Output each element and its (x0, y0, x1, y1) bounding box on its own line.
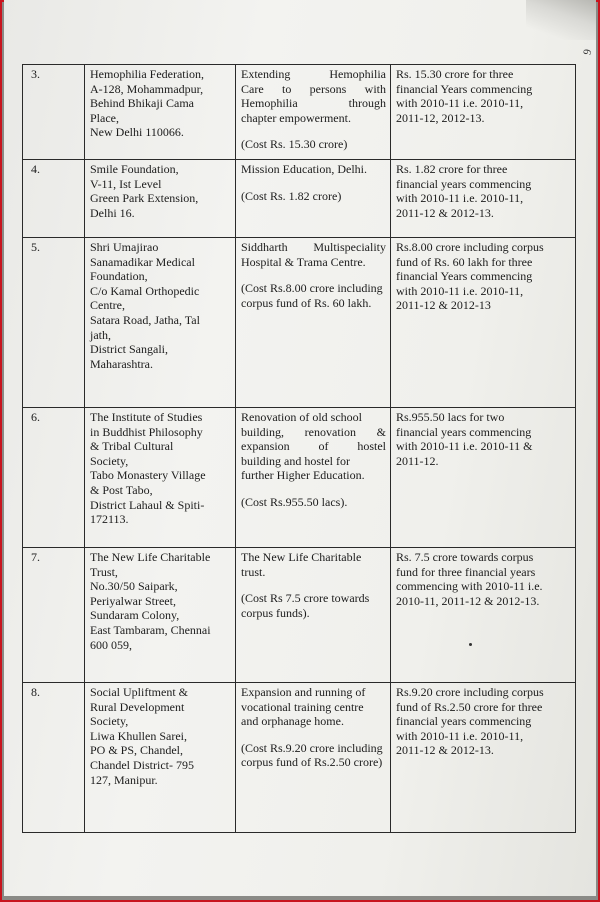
project-cell (236, 683, 391, 833)
project-line: building and hostel for (241, 453, 350, 468)
grant-line: with 2010-11 i.e. 2010-11, (396, 283, 524, 298)
organisation-line: Society, (90, 714, 129, 729)
organisation-line: Society, (90, 453, 129, 468)
table-row (23, 683, 576, 833)
grant-cell (391, 408, 576, 548)
table-row (23, 160, 576, 238)
project-line: and orphanage home. (241, 714, 344, 729)
organisation-line: Rural Development (90, 699, 185, 714)
grant-cell (391, 548, 576, 683)
page-number: 9 (580, 48, 594, 56)
organisation-line: No.30/50 Saipark, (90, 579, 178, 594)
serial-number: 5. (23, 238, 85, 408)
organisation-line: Satara Road, Jatha, Tal (90, 312, 200, 327)
grant-line: 2011-12 & 2012-13. (396, 743, 494, 758)
project-cell (236, 238, 391, 408)
organisation-cell (85, 238, 236, 408)
project-line: The New Life Charitable (241, 550, 362, 564)
table-row (23, 548, 576, 683)
grant-line: fund of Rs. 60 lakh for three (396, 254, 533, 269)
table-row (23, 408, 576, 548)
grant-line: Rs.955.50 lacs for two (396, 410, 505, 424)
organisation-line: PO & PS, Chandel, (90, 743, 184, 758)
project-line: Extending Hemophilia (241, 67, 386, 81)
organisation-cell (85, 160, 236, 238)
grant-line: Rs.8.00 crore including corpus (396, 240, 544, 254)
organisation-line: The New Life Charitable (90, 550, 211, 564)
project-cost: (Cost Rs.955.50 lacs). (241, 494, 348, 509)
serial-number: 6. (23, 408, 85, 548)
project-line: Renovation of old school (241, 410, 362, 424)
table-row (23, 238, 576, 408)
project-line: trust. (241, 564, 266, 579)
grant-line: with 2010-11 i.e. 2010-11 & (396, 439, 533, 454)
grant-cell (391, 238, 576, 408)
organisation-line: District Lahaul & Spiti- (90, 497, 205, 512)
organisation-line: Trust, (90, 564, 118, 579)
grant-line: 2011-12, 2012-13. (396, 110, 485, 125)
project-line: Expansion and running of (241, 685, 366, 699)
grant-line: Rs. 1.82 crore for three (396, 162, 508, 176)
organisation-line: Green Park Extension, (90, 191, 199, 206)
grant-line: financial years commencing (396, 424, 532, 439)
project-cell (236, 408, 391, 548)
grant-line: 2011-12. (396, 453, 439, 468)
scanned-page (4, 0, 596, 896)
grant-line: 2010-11, 2011-12 & 2012-13. (396, 593, 540, 608)
organisation-cell (85, 548, 236, 683)
project-line: chapter empowerment. (241, 110, 351, 125)
organisation-line: Foundation, (90, 269, 148, 284)
serial-number: 8. (23, 683, 85, 833)
organisation-line: Shri Umajirao (90, 240, 159, 254)
grant-line: financial Years commencing (396, 81, 533, 96)
project-cost: (Cost Rs 7.5 crore towards corpus funds). (241, 591, 370, 620)
project-line: Mission Education, Delhi. (241, 162, 367, 176)
grant-line: commencing with 2010-11 i.e. (396, 579, 543, 594)
organisation-line: 600 059, (90, 637, 132, 652)
organisation-line: New Delhi 110066. (90, 125, 184, 140)
project-cell (236, 548, 391, 683)
project-cost: (Cost Rs.8.00 crore including corpus fund of Rs. 60 lakh. (241, 281, 383, 310)
organisation-line: & Tribal Cultural (90, 439, 174, 454)
organisation-line: Delhi 16. (90, 205, 135, 220)
grant-line: with 2010-11 i.e. 2010-11, (396, 191, 524, 206)
organisation-line: Maharashtra. (90, 356, 153, 371)
grant-cell (391, 160, 576, 238)
organisation-line: Chandel District- 795 (90, 757, 194, 772)
project-line: building, renovation & (241, 424, 386, 439)
project-line: Siddharth Multispeciality (241, 240, 386, 254)
organisation-line: V-11, Ist Level (90, 176, 162, 191)
organisation-line: Liwa Khullen Sarei, (90, 728, 187, 743)
organisation-line: Periyalwar Street, (90, 593, 176, 608)
project-cell (236, 160, 391, 238)
organisation-line: 127, Manipur. (90, 772, 158, 787)
organisation-cell (85, 65, 236, 160)
organisation-line: Tabo Monastery Village (90, 468, 206, 483)
grant-line: financial years commencing (396, 714, 532, 729)
project-line: vocational training centre (241, 699, 364, 714)
project-line: Hospital & Trama Centre. (241, 254, 366, 269)
grant-line: 2011-12 & 2012-13 (396, 298, 491, 313)
project-cell (236, 65, 391, 160)
organisation-line: & Post Tabo, (90, 482, 153, 497)
organisation-line: The Institute of Studies (90, 410, 203, 424)
table-row (23, 65, 576, 160)
project-line: further Higher Education. (241, 468, 365, 483)
grant-line: fund of Rs.2.50 crore for three (396, 699, 543, 714)
project-cost: (Cost Rs. 1.82 crore) (241, 188, 342, 203)
grant-line: with 2010-11 i.e. 2010-11, (396, 96, 524, 111)
project-line: Care to persons with (241, 81, 386, 96)
organisation-line: 172113. (90, 512, 129, 527)
organisation-line: Place, (90, 110, 119, 125)
organisation-line: East Tambaram, Chennai (90, 622, 211, 637)
serial-number: 7. (23, 548, 85, 683)
organisation-line: Behind Bhikaji Cama (90, 96, 194, 111)
organisation-line: Social Upliftment & (90, 685, 188, 699)
organisation-line: Hemophilia Federation, (90, 67, 204, 81)
organisations-table (22, 64, 576, 833)
organisation-line: Centre, (90, 298, 125, 313)
organisation-line: A-128, Mohammadpur, (90, 81, 204, 96)
organisation-line: in Buddhist Philosophy (90, 424, 203, 439)
grant-line: 2011-12 & 2012-13. (396, 205, 494, 220)
serial-number: 4. (23, 160, 85, 238)
organisation-line: Sundaram Colony, (90, 608, 180, 623)
grant-line: Rs. 15.30 crore for three (396, 67, 514, 81)
organisation-line: Sanamadikar Medical (90, 254, 195, 269)
grant-cell (391, 683, 576, 833)
grant-line: Rs.9.20 crore including corpus (396, 685, 544, 699)
serial-number: 3. (23, 65, 85, 160)
project-cost: (Cost Rs.9.20 crore including corpus fund of Rs.2.50 crore) (241, 740, 383, 770)
project-line: Hemophilia through (241, 96, 386, 111)
grant-line: Rs. 7.5 crore towards corpus (396, 550, 534, 564)
project-line: expansion of hostel (241, 439, 386, 454)
organisation-cell (85, 408, 236, 548)
page-fold (526, 0, 596, 40)
organisation-line: jath, (90, 327, 111, 342)
organisation-line: Smile Foundation, (90, 162, 179, 176)
grant-line: with 2010-11 i.e. 2010-11, (396, 728, 524, 743)
organisation-line: District Sangali, (90, 342, 168, 357)
project-cost: (Cost Rs. 15.30 crore) (241, 137, 348, 152)
organisation-line: C/o Kamal Orthopedic (90, 283, 200, 298)
organisation-cell (85, 683, 236, 833)
grant-line: fund for three financial years (396, 564, 536, 579)
grant-line: financial Years commencing (396, 269, 533, 284)
grant-cell (391, 65, 576, 160)
grant-line: financial years commencing (396, 176, 532, 191)
